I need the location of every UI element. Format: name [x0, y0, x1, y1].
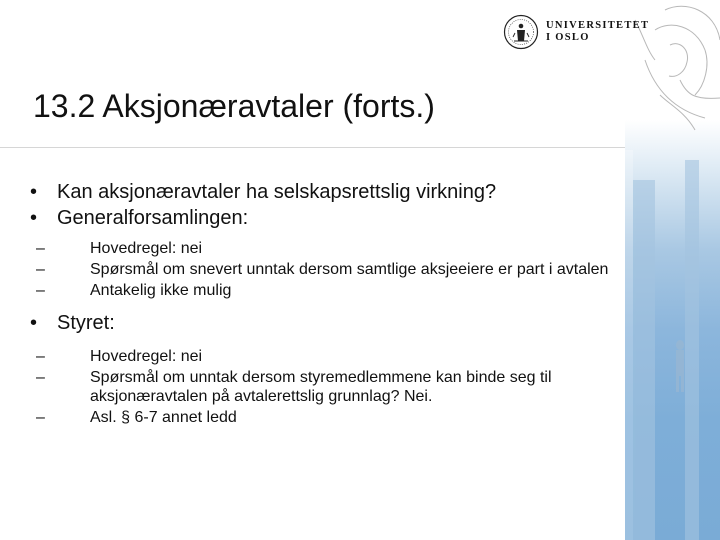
logo-line-1: UNIVERSITETET	[546, 20, 650, 31]
sub-bullet-item	[30, 347, 625, 366]
sub-bullet-item	[30, 260, 625, 279]
sub-bullet-item	[30, 368, 625, 406]
sub-bullet-text: Hovedregel: nei	[90, 240, 203, 257]
bullet-text: Styret:	[57, 312, 115, 334]
dash-icon: –	[36, 348, 45, 365]
bullet-item	[30, 180, 625, 204]
bullet-icon: •	[30, 312, 38, 334]
bullet-item	[30, 206, 625, 230]
sub-bullet-text: Spørsmål om snevert unntak dersom samtlige aksjeeiere er part i avtalen	[90, 261, 609, 278]
university-seal-icon	[503, 14, 539, 50]
sub-bullet-text: Antakelig ikke mulig	[90, 282, 232, 299]
decorative-side-banner	[625, 0, 720, 540]
university-logo	[503, 12, 649, 52]
slide-body	[30, 180, 625, 427]
dash-icon: –	[36, 409, 45, 426]
slide-title: 13.2 Aksjonæravtaler (forts.)	[33, 88, 435, 124]
sub-bullet-item	[30, 281, 625, 300]
bullet-text: Kan aksjonæravtaler ha selskapsrettslig virkning?	[57, 181, 497, 203]
title-divider	[0, 147, 625, 148]
sub-bullet-item	[30, 239, 625, 258]
bullet-icon: •	[30, 181, 38, 203]
sub-bullet-item	[30, 408, 625, 427]
dash-icon: –	[36, 261, 45, 278]
bullet-item	[30, 311, 625, 335]
statue-artwork	[625, 0, 720, 540]
dash-icon: –	[36, 240, 45, 257]
sub-bullet-text: Hovedregel: nei	[90, 348, 203, 365]
logo-line-2: I OSLO	[546, 32, 590, 43]
bullet-text: Generalforsamlingen:	[57, 207, 249, 229]
sub-bullet-text: Spørsmål om unntak dersom styremedlemmene kan binde seg til aksjonæravtalen på avtalerettslig grunnlag? Nei.	[90, 369, 552, 405]
bullet-icon: •	[30, 207, 38, 229]
sub-bullet-text: Asl. § 6-7 annet ledd	[90, 409, 237, 426]
dash-icon: –	[36, 369, 45, 386]
dash-icon: –	[36, 282, 45, 299]
